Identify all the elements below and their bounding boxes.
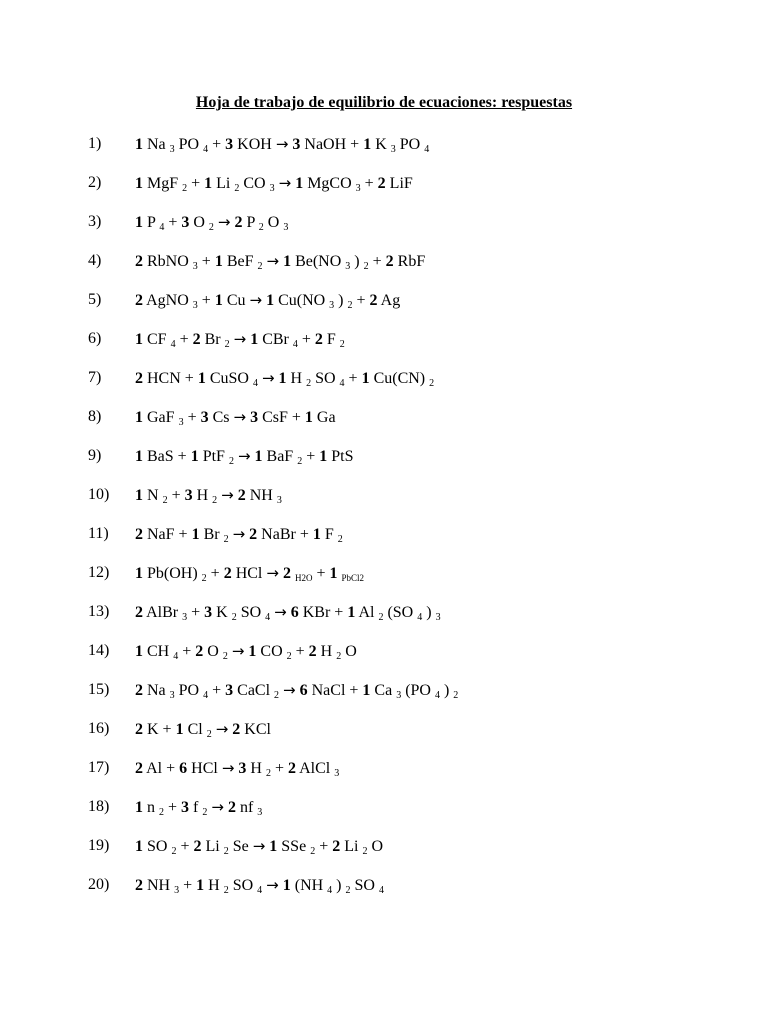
equation-number: 17) xyxy=(88,759,110,776)
equation-number: 14) xyxy=(88,642,110,659)
equation-number: 4) xyxy=(88,252,102,269)
balanced-equation: 2 NaF + 1 Br $_2$ → 2 NaBr + 1 F $_2$ xyxy=(135,525,343,545)
equation-number: 12) xyxy=(88,564,110,581)
equation-row xyxy=(88,559,728,598)
equation-list xyxy=(88,130,728,910)
balanced-equation: 2 K + 1 Cl $_2$ → 2 KCl xyxy=(135,720,271,740)
equation-row xyxy=(88,364,728,403)
equation-number: 7) xyxy=(88,369,102,386)
equation-number: 3) xyxy=(88,213,102,230)
equation-number: 2) xyxy=(88,174,102,191)
balanced-equation: 1 Pb(OH) $_2$ + 2 HCl → 2 H2O + 1 PbCl2 xyxy=(135,564,364,584)
balanced-equation: 2 Na $_3$ PO $_4$ + 3 CaCl $_2$ → 6 NaCl + 1 Ca $_3$ (PO $_4$ ) $_2$ xyxy=(135,681,459,701)
equation-number: 5) xyxy=(88,291,102,308)
equation-row xyxy=(88,520,728,559)
equation-number: 16) xyxy=(88,720,110,737)
balanced-equation: 2 AgNO $_3$ + 1 Cu → 1 Cu(NO $_3$ ) $_2$ + 2 Ag xyxy=(135,291,401,311)
equation-row xyxy=(88,637,728,676)
equation-row xyxy=(88,598,728,637)
equation-row xyxy=(88,286,728,325)
balanced-equation: 2 NH $_3$ + 1 H $_2$ SO $_4$ → 1 (NH $_4$ ) $_2$ SO $_4$ xyxy=(135,876,384,896)
equation-row xyxy=(88,832,728,871)
equation-row xyxy=(88,676,728,715)
balanced-equation: 2 RbNO $_3$ + 1 BeF $_2$ → 1 Be(NO $_3$ ) $_2$ + 2 RbF xyxy=(135,252,426,272)
equation-number: 11) xyxy=(88,525,109,542)
equation-number: 15) xyxy=(88,681,110,698)
balanced-equation: 1 P $_4$ + 3 O $_2$ → 2 P $_2$ O $_3$ xyxy=(135,213,289,233)
equation-row xyxy=(88,247,728,286)
equation-number: 20) xyxy=(88,876,110,893)
equation-number: 19) xyxy=(88,837,110,854)
equation-row xyxy=(88,403,728,442)
balanced-equation: 2 AlBr $_3$ + 3 K $_2$ SO $_4$ → 6 KBr + 1 Al $_2$ (SO $_4$ ) $_3$ xyxy=(135,603,441,623)
equation-number: 9) xyxy=(88,447,102,464)
equation-number: 8) xyxy=(88,408,102,425)
balanced-equation: 1 GaF $_3$ + 3 Cs → 3 CsF + 1 Ga xyxy=(135,408,336,428)
equation-row xyxy=(88,871,728,910)
equation-row xyxy=(88,793,728,832)
balanced-equation: 1 CH $_4$ + 2 O $_2$ → 1 CO $_2$ + 2 H $_2$ O xyxy=(135,642,357,662)
equation-number: 10) xyxy=(88,486,110,503)
balanced-equation: 1 BaS + 1 PtF $_2$ → 1 BaF $_2$ + 1 PtS xyxy=(135,447,354,467)
balanced-equation: 2 Al + 6 HCl → 3 H $_2$ + 2 AlCl $_3$ xyxy=(135,759,340,779)
equation-number: 1) xyxy=(88,135,102,152)
equation-number: 13) xyxy=(88,603,110,620)
balanced-equation: 2 HCN + 1 CuSO $_4$ → 1 H $_2$ SO $_4$ + 1 Cu(CN) $_2$ xyxy=(135,369,435,389)
balanced-equation: 1 Na $_3$ PO $_4$ + 3 KOH → 3 NaOH + 1 K $_3$ PO $_4$ xyxy=(135,135,430,155)
balanced-equation: 1 N $_2$ + 3 H $_2$ → 2 NH $_3$ xyxy=(135,486,282,506)
equation-row xyxy=(88,754,728,793)
equation-row xyxy=(88,130,728,169)
equation-row xyxy=(88,169,728,208)
equation-row xyxy=(88,325,728,364)
equation-number: 6) xyxy=(88,330,102,347)
equation-row xyxy=(88,208,728,247)
equation-row xyxy=(88,481,728,520)
equation-row xyxy=(88,715,728,754)
page-title: Hoja de trabajo de equilibrio de ecuaciones: respuestas xyxy=(195,94,573,111)
balanced-equation: 1 CF $_4$ + 2 Br $_2$ → 1 CBr $_4$ + 2 F $_2$ xyxy=(135,330,345,350)
equation-number: 18) xyxy=(88,798,110,815)
balanced-equation: 1 MgF $_2$ + 1 Li $_2$ CO $_3$ → 1 MgCO $_3$ + 2 LiF xyxy=(135,174,413,194)
equation-row xyxy=(88,442,728,481)
balanced-equation: 1 SO $_2$ + 2 Li $_2$ Se → 1 SSe $_2$ + 2 Li $_2$ O xyxy=(135,837,383,857)
balanced-equation: 1 n $_2$ + 3 f $_2$ → 2 nf $_3$ xyxy=(135,798,263,818)
